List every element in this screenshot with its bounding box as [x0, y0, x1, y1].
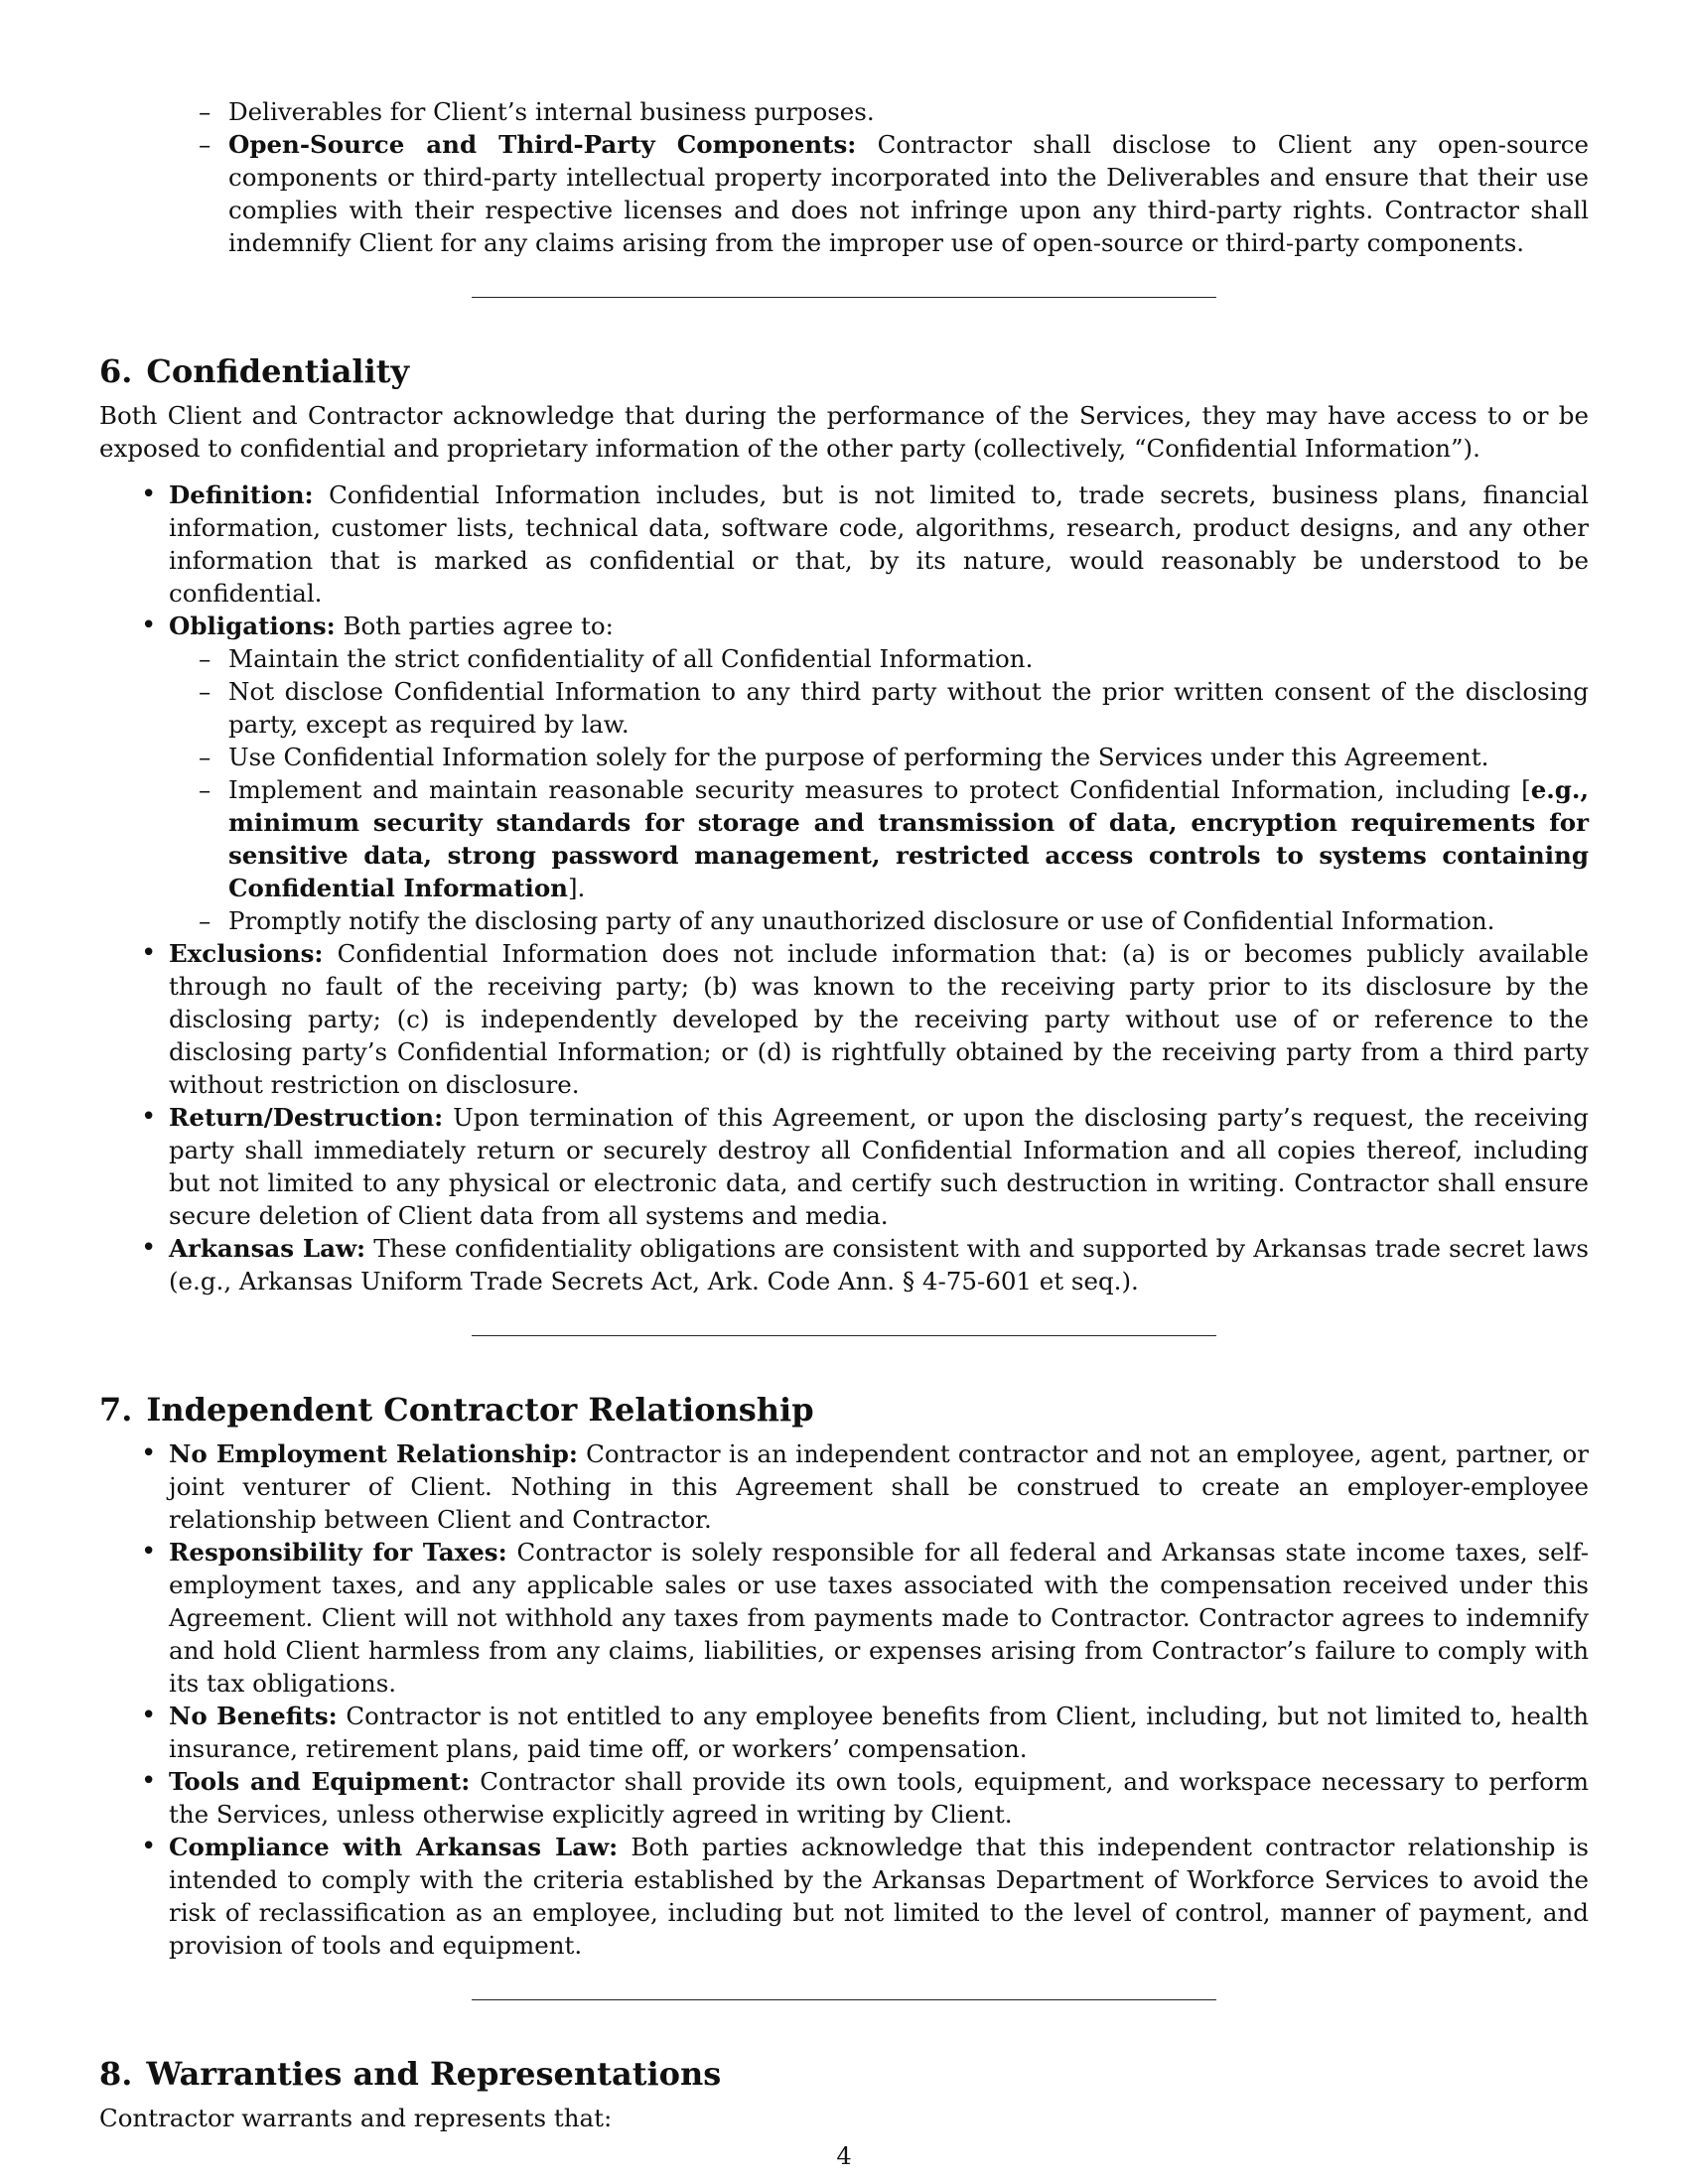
section-divider: [472, 297, 1216, 298]
security-text-post: ].: [567, 874, 586, 902]
obligation-text: Use Confidential Information solely for the purpose of performing the Services under this Agreement.: [228, 743, 1489, 771]
item-text: Both parties acknowledge that this independent contractor relationship is intended to comply with the criteria established by the Arkansas Department of Workforce Services to avoid the risk of reclassification as an employee, including but not limited to the level of control, manner of payment, and provision of tools and equipment.: [169, 1833, 1589, 1960]
section-8-title: Warranties and Representations: [146, 2055, 722, 2093]
definition-item: [169, 478, 1589, 610]
section-6-number: 6.: [99, 352, 133, 390]
continued-line: [228, 95, 1589, 128]
obligation-text: Not disclose Confidential Information to any third party without the prior written consent of the disclosing party, except as required by law.: [228, 677, 1589, 739]
confidentiality-list: [99, 478, 1589, 1297]
section-6-intro: Both Client and Contractor acknowledge that during the performance of the Services, they may have access to or be exposed to confidential and proprietary information of the other party (collectively, “Confidential Information”).: [99, 401, 1589, 463]
item-title: No Employment Relationship:: [169, 1439, 578, 1468]
section-7-heading: [99, 1390, 1589, 1430]
open-source-item: [228, 128, 1589, 259]
item-text: Contractor shall provide its own tools, equipment, and workspace necessary to perform the Services, unless otherwise explicitly agreed in writing by Client.: [169, 1767, 1589, 1829]
return-destruction-item: [169, 1101, 1589, 1232]
item-title: No Benefits:: [169, 1702, 338, 1730]
obligations-text: Both parties agree to:: [343, 612, 614, 640]
open-source-title: Open-Source and Third-Party Components:: [228, 130, 857, 159]
obligations-item: [169, 610, 1589, 937]
list-item: [169, 1700, 1589, 1765]
arkansas-law-title: Arkansas Law:: [169, 1234, 366, 1263]
exclusions-title: Exclusions:: [169, 939, 324, 968]
item-title: Responsibility for Taxes:: [169, 1538, 507, 1567]
list-item: [169, 1831, 1589, 1962]
exclusions-item: [169, 937, 1589, 1101]
section-8-heading: [99, 2054, 1589, 2094]
obligation-item-security: [228, 773, 1589, 904]
open-source-text: Contractor shall disclose to Client any open-source components or third-party intellectual property incorporated into the Deliverables and ensure that their use complies with their respective licenses and does not infringe upon any third-party rights. Contractor shall indemnify Client for any claims arising from the improper use of open-source or third-party components.: [228, 130, 1589, 257]
obligations-title: Obligations:: [169, 612, 336, 640]
item-title: Compliance with Arkansas Law:: [169, 1833, 619, 1861]
section-7-number: 7.: [99, 1391, 133, 1429]
section-divider: [472, 1999, 1216, 2000]
section-8-intro: Contractor warrants and represents that:: [99, 2104, 613, 2132]
contractor-relationship-list: [99, 1437, 1589, 1962]
continued-line-text: Deliverables for Client’s internal business purposes.: [228, 97, 875, 126]
section-7-title: Independent Contractor Relationship: [146, 1391, 814, 1429]
return-destruction-title: Return/Destruction:: [169, 1103, 444, 1132]
list-item: [169, 1765, 1589, 1831]
arkansas-law-text: These confidentiality obligations are consistent with and supported by Arkansas trade secret laws (e.g., Arkansas Uniform Trade Secrets Act, Ark. Code Ann. § 4-75-601 et seq.).: [169, 1234, 1589, 1296]
open-source-list: [99, 128, 1589, 259]
obligation-text: Promptly notify the disclosing party of any unauthorized disclosure or use of Confidential Information.: [228, 906, 1495, 935]
item-text: Contractor is an independent contractor and not an employee, agent, partner, or joint venturer of Client. Nothing in this Agreement shall be construed to create an employer-employee relationship between Client and Contractor.: [169, 1439, 1589, 1534]
item-title: Tools and Equipment:: [169, 1767, 471, 1796]
exclusions-text: Confidential Information does not include information that: (a) is or becomes publicly available through no fault of the receiving party; (b) was known to the receiving party prior to its disclosure by the disclosing party; (c) is independently developed by the receiving party without use of or reference to the disclosing party’s Confidential Information; or (d) is rightfully obtained by the receiving party from a third party without restriction on disclosure.: [169, 939, 1589, 1099]
obligation-item: [228, 642, 1589, 675]
page-number: 4: [836, 2142, 852, 2170]
security-text-pre: Implement and maintain reasonable security measures to protect Confidential Information, including [: [228, 775, 1531, 804]
obligation-item: [228, 904, 1589, 937]
item-text: Contractor is solely responsible for all federal and Arkansas state income taxes, self-employment taxes, and any applicable sales or use taxes associated with the compensation received under this Agreement. Client will not withhold any taxes from payments made to Contractor. Contractor agrees to indemnify and hold Client harmless from any claims, liabilities, or expenses arising from Contractor’s failure to comply with its tax obligations.: [169, 1538, 1589, 1698]
security-text-bold: e.g., minimum security standards for storage and transmission of data, encryption requirements for sensitive data, strong password management, restricted access controls to systems containing Confidential Information: [228, 775, 1589, 902]
arkansas-law-item: [169, 1232, 1589, 1297]
section-divider: [472, 1335, 1216, 1336]
obligations-sublist: [169, 642, 1589, 937]
continued-sublist: [99, 95, 1589, 128]
obligation-text: Maintain the strict confidentiality of all Confidential Information.: [228, 644, 1034, 673]
section-6-heading: [99, 351, 1589, 391]
section-8-number: 8.: [99, 2055, 133, 2093]
item-text: Contractor is not entitled to any employee benefits from Client, including, but not limited to, health insurance, retirement plans, paid time off, or workers’ compensation.: [169, 1702, 1590, 1763]
list-item: [169, 1536, 1589, 1700]
return-destruction-text: Upon termination of this Agreement, or upon the disclosing party’s request, the receiving party shall immediately return or securely destroy all Confidential Information and all copies thereof, including but not limited to any physical or electronic data, and certify such destruction in writing. Contractor shall ensure secure deletion of Client data from all systems and media.: [169, 1103, 1589, 1230]
obligation-item: [228, 675, 1589, 741]
list-item: [169, 1437, 1589, 1536]
definition-title: Definition:: [169, 480, 314, 509]
obligation-item: [228, 741, 1589, 773]
section-6-title: Confidentiality: [146, 352, 410, 390]
definition-text: Confidential Information includes, but is not limited to, trade secrets, business plans, financial information, customer lists, technical data, software code, algorithms, research, product designs, and any other information that is marked as confidential or that, by its nature, would reasonably be understood to be confidential.: [169, 480, 1589, 608]
document-page: [99, 95, 1589, 2134]
